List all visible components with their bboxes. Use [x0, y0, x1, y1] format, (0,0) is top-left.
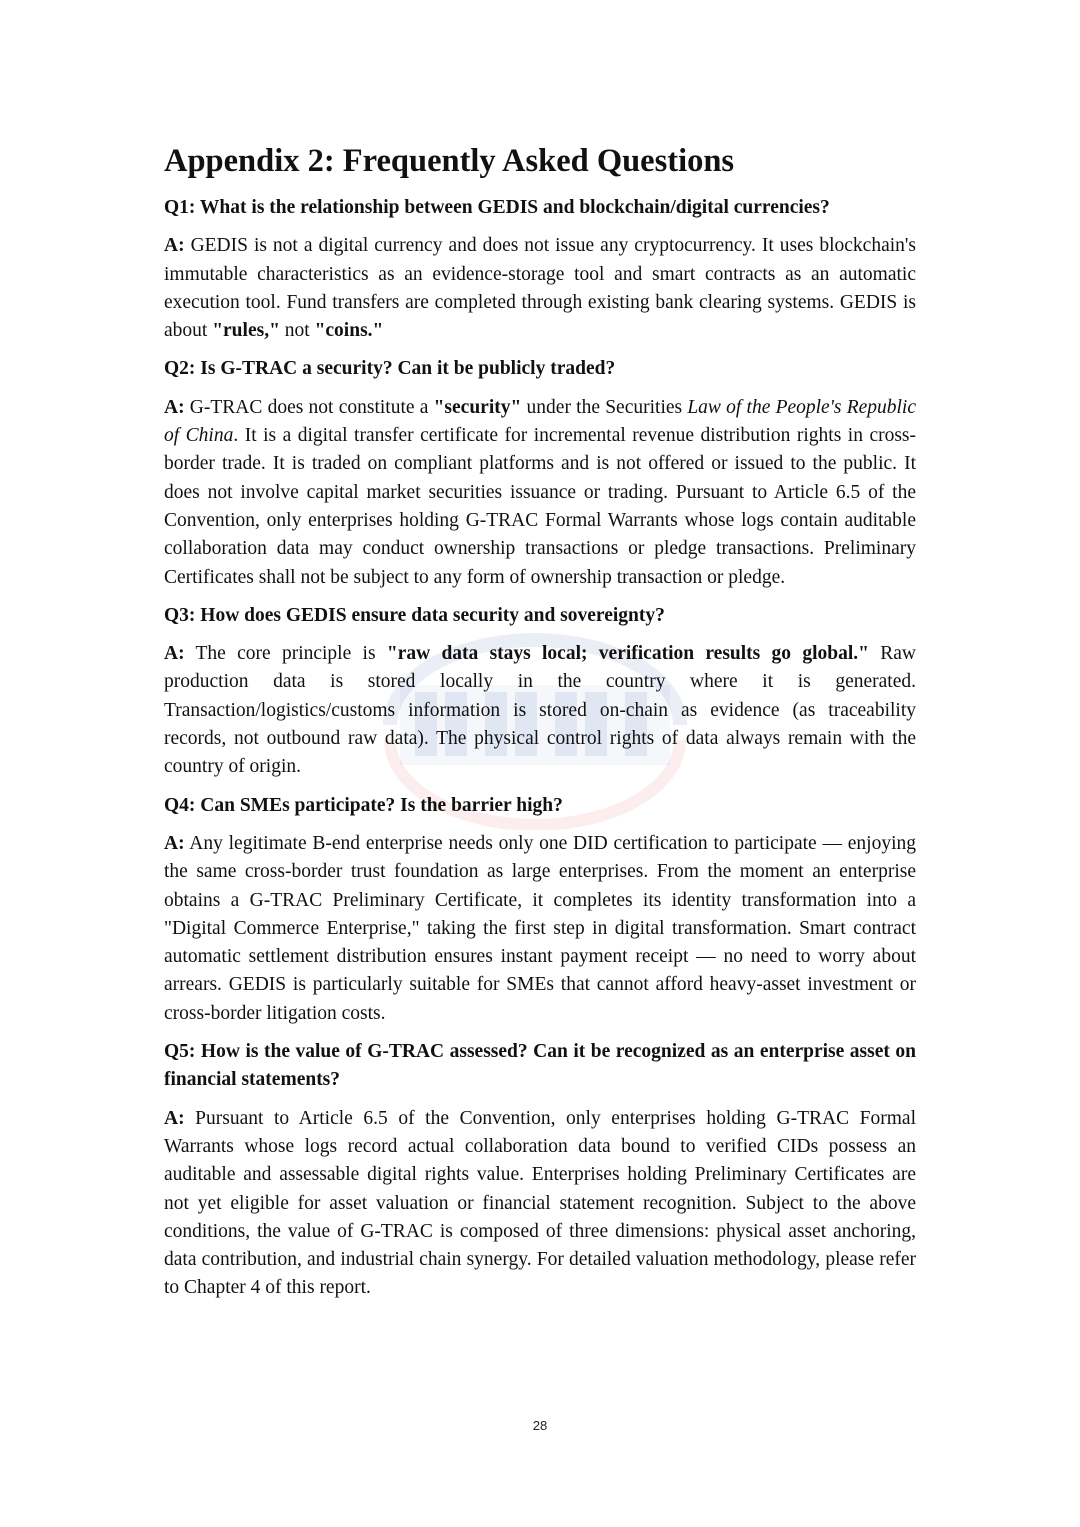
answer-prefix: A:: [164, 396, 185, 418]
answer-text: not: [279, 320, 315, 342]
answer: [164, 394, 916, 592]
faq-item-4: [164, 792, 916, 1028]
answer-emphasis: "raw data stays local; verification results go global.": [386, 643, 869, 665]
answer-prefix: A:: [164, 643, 185, 665]
answer-text: Any legitimate B-end enterprise needs only one DID certification to participate — enjoying the same cross-border trust foundation as large enterprises. From the moment an enterprise obtains a G-TRAC Preliminary Certificate, it completes its identity transformation into a "Digital Commerce Enterprise," taking the first step in digital transformation. Smart contract automatic settlement distribution ensures instant payment receipt — no need to worry about arrears. GEDIS is particularly suitable for SMEs that cannot afford heavy-asset investment or cross-border litigation costs.: [164, 832, 916, 1024]
answer-text: under the Securities: [521, 396, 688, 418]
answer-emphasis: "security": [433, 396, 522, 418]
answer: [164, 232, 916, 345]
question: Q2: Is G-TRAC a security? Can it be publicly traded?: [164, 358, 616, 380]
page-title: Appendix 2: Frequently Asked Questions: [164, 143, 735, 179]
answer-text: Raw production data is stored locally in the country where it is generated. Transaction/logistics/customs information is stored on-chain as evidence (as traceability records, not outbound raw data). The physical control rights of data always remain with the country of origin.: [164, 643, 916, 778]
question: Q4: Can SMEs participate? Is the barrier high?: [164, 794, 563, 816]
answer-text: Pursuant to Article 6.5 of the Convention, only enterprises holding G-TRAC Formal Warrants whose logs record actual collaboration data bound to verified CIDs possess an auditable and assessable digital rights value. Enterprises holding Preliminary Certificates are not yet eligible for asset valuation or financial statement recognition. Subject to the above conditions, the value of G-TRAC is composed of three dimensions: physical asset anchoring, data contribution, and industrial chain synergy. For detailed valuation methodology, please refer to Chapter 4 of this report.: [164, 1107, 916, 1299]
faq-item-1: [164, 194, 916, 345]
question: Q1: What is the relationship between GEDIS and blockchain/digital currencies?: [164, 197, 830, 218]
answer-text: . It is a digital transfer certificate for incremental revenue distribution rights in cross-border trade. It is traded on compliant platforms and is not offered or issued to the public. It does not involve capital market securities issuance or trading. Pursuant to Article 6.5 of the Convention, only enterprises holding G-TRAC Formal Warrants whose logs contain auditable collaboration data may conduct ownership transactions or pledge transactions. Preliminary Certificates shall not be subject to any form of ownership transaction or pledge.: [164, 425, 917, 588]
answer-prefix: A:: [164, 832, 185, 854]
answer-text: GEDIS is not a digital currency and does not issue any cryptocurrency. It uses blockchain's immutable characteristics as an evidence-storage tool and smart contracts as an automatic execution tool. Fund transfers are completed through existing bank clearing systems. GEDIS is about: [164, 235, 916, 342]
document-page: [164, 138, 916, 1313]
answer: [164, 830, 916, 1028]
answer-text: The core principle is: [195, 643, 387, 665]
answer: [164, 1105, 916, 1303]
law-title: Law of the People's Republic of China: [164, 396, 916, 447]
answer-prefix: A:: [164, 1107, 185, 1129]
question: Q3: How does GEDIS ensure data security and sovereignty?: [164, 604, 665, 626]
answer: [164, 640, 916, 781]
faq-item-2: [164, 355, 916, 591]
answer-emphasis: "rules,": [212, 320, 280, 342]
faq-item-3: [164, 602, 916, 782]
answer-emphasis: "coins.": [314, 320, 384, 342]
page-number: 28: [532, 1418, 548, 1433]
faq-item-5: [164, 1038, 916, 1303]
answer-text: G-TRAC does not constitute a: [189, 396, 434, 418]
question: Q5: How is the value of G-TRAC assessed? Can it be recognized as an enterprise asset on financial statements?: [164, 1041, 916, 1091]
answer-prefix: A:: [164, 235, 185, 257]
